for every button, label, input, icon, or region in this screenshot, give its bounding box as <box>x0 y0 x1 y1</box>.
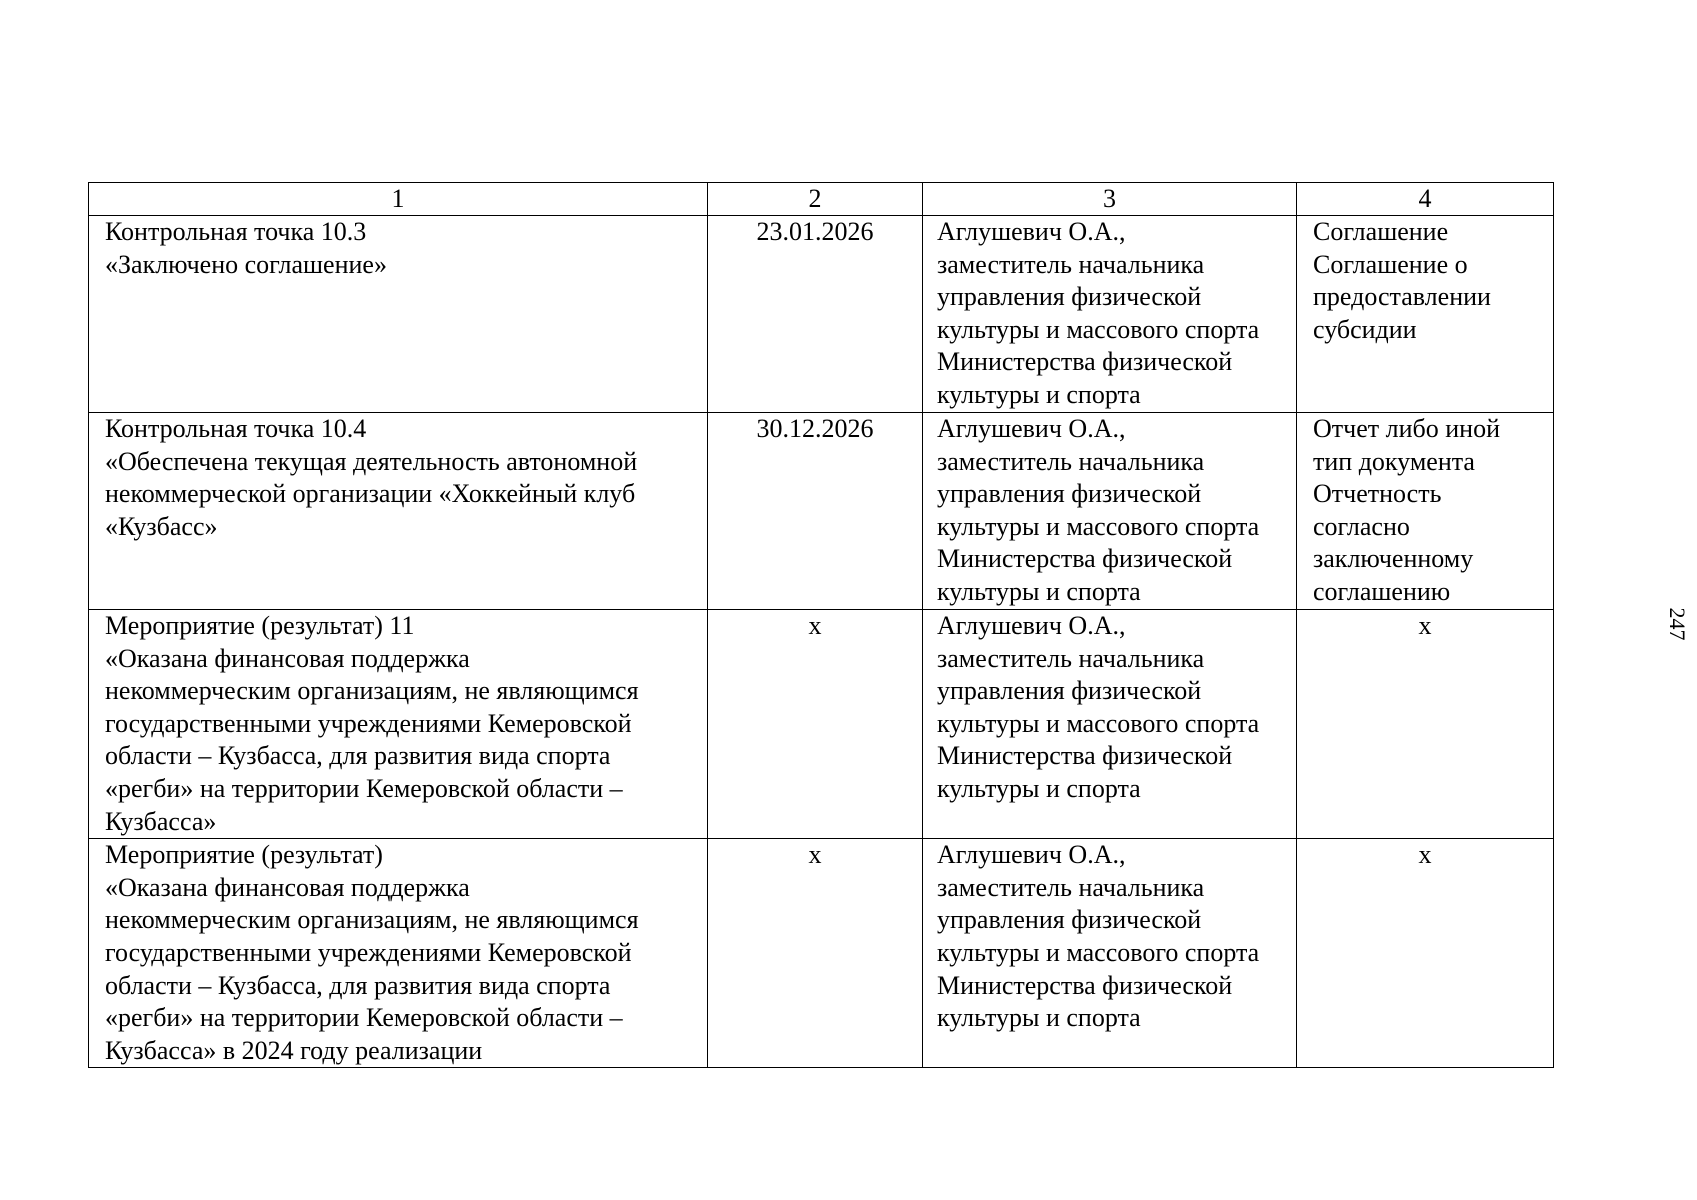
date-cell: 30.12.2026 <box>708 413 923 610</box>
table-row <box>89 610 1554 839</box>
responsible-cell: Аглушевич О.А., заместитель начальника управления физической культуры и массового спорта Министерства физической культуры и спорта <box>923 839 1297 1068</box>
responsible-cell: Аглушевич О.А., заместитель начальника управления физической культуры и массового спорта Министерства физической культуры и спорта <box>923 610 1297 839</box>
event-cell: Мероприятие (результат) 11 «Оказана финансовая поддержка некоммерческим организациям, не являющимся государственными учреждениями Кемеровской области – Кузбасса, для развития вида спорта «регби» на территории Кемеровской области – Кузбасса» <box>89 610 708 839</box>
header-cell-3: 3 <box>923 183 1297 216</box>
table-row <box>89 216 1554 413</box>
header-cell-4: 4 <box>1297 183 1554 216</box>
date-cell: 23.01.2026 <box>708 216 923 413</box>
date-cell: x <box>708 839 923 1068</box>
table-row <box>89 839 1554 1068</box>
document-type-cell: x <box>1297 610 1554 839</box>
event-cell: Контрольная точка 10.4 «Обеспечена текущая деятельность автономной некоммерческой организации «Хоккейный клуб «Кузбасс» <box>89 413 708 610</box>
table-header-row <box>89 183 1554 216</box>
page-number: 247 <box>1665 607 1690 641</box>
header-cell-1: 1 <box>89 183 708 216</box>
header-cell-2: 2 <box>708 183 923 216</box>
responsible-cell: Аглушевич О.А., заместитель начальника управления физической культуры и массового спорта Министерства физической культуры и спорта <box>923 216 1297 413</box>
event-cell: Контрольная точка 10.3 «Заключено соглашение» <box>89 216 708 413</box>
document-type-cell: Отчет либо иной тип документа Отчетность согласно заключенному соглашению <box>1297 413 1554 610</box>
table-row <box>89 413 1554 610</box>
document-type-cell: Соглашение Соглашение о предоставлении субсидии <box>1297 216 1554 413</box>
document-type-cell: x <box>1297 839 1554 1068</box>
event-cell: Мероприятие (результат) «Оказана финансовая поддержка некоммерческим организациям, не являющимся государственными учреждениями Кемеровской области – Кузбасса, для развития вида спорта «регби» на территории Кемеровской области – Кузбасса» в 2024 году реализации <box>89 839 708 1068</box>
responsible-cell: Аглушевич О.А., заместитель начальника управления физической культуры и массового спорта Министерства физической культуры и спорта <box>923 413 1297 610</box>
date-cell: x <box>708 610 923 839</box>
plan-table <box>88 182 1554 1068</box>
